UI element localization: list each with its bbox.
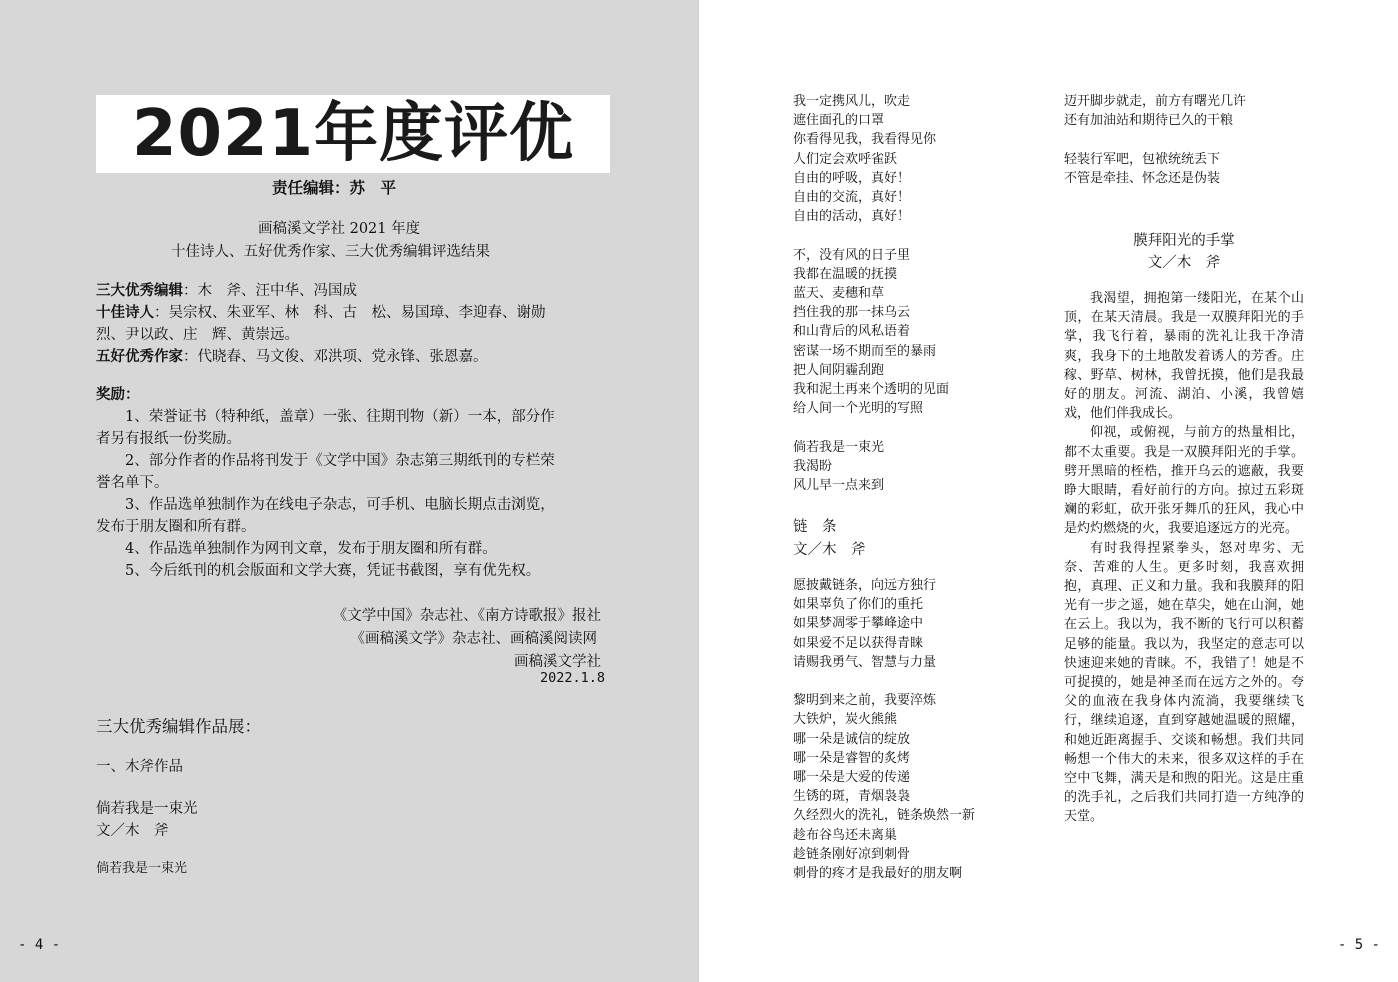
page-number-left: - 4 -	[18, 937, 61, 953]
poem-line: 请赐我勇气、智慧与力量	[793, 654, 937, 670]
stanza-gap	[1064, 130, 1246, 149]
poem-line: 还有加油站和期待已久的干粮	[1064, 113, 1234, 129]
poem-line: 不，没有风的日子里	[793, 247, 911, 263]
poem-line: 迈开脚步就走，前方有曙光几许	[1064, 94, 1247, 109]
poem-line: 挡住我的那一抹乌云	[793, 305, 911, 321]
poem-line: 不管是牵挂、怀念还是伪装	[1064, 170, 1221, 186]
prose-paragraph: 我渴望，拥抱第一缕阳光，在某个山顶，在某天清晨。我是一双膜拜阳光的手掌，我飞行着，暴雨的洗礼让我干净清爽，我身下的土地散发着诱人的芳香。庄稼、野草、树林，我曾抚摸，他们是我最好的朋友。河流、湖泊、小溪，我曾嬉戏，他们伴我成长。	[1064, 291, 1304, 422]
reward-line: 1、荣誉证书（特种纸，盖章）一张、往期刊物（新）一本，部分作	[125, 409, 555, 425]
reward-line: 誉名单下。	[96, 475, 169, 491]
reward-line: 3、作品选单独制作为在线电子杂志，可手机、电脑长期点击浏览，	[125, 497, 555, 513]
poem-line: 蓝天、麦穗和草	[793, 286, 885, 302]
poem-line: 我和泥土再来个透明的见面	[793, 382, 950, 398]
announcement-subtitle-1: 画稿溪文学社 2021 年度	[258, 221, 421, 237]
poem-line: 刺骨的疼才是我最好的朋友啊	[793, 866, 963, 882]
poem-line: 哪一朵是诚信的绽放	[793, 731, 911, 747]
showcase-title: 三大优秀编辑作品展：	[96, 717, 261, 736]
chain-author: 文／木 斧	[793, 542, 866, 558]
reward-line: 2、部分作者的作品将刊发于《文学中国》杂志第三期纸刊的专栏荣	[125, 453, 555, 469]
signature-2: 《画稿溪文学》杂志社、画稿溪阅读网	[350, 631, 597, 647]
right-page	[699, 0, 1398, 982]
section-heading: 一、木斧作品	[96, 759, 183, 775]
poem-line: 如果辜负了你们的重托	[793, 597, 924, 613]
poem-author: 文／木 斧	[96, 823, 169, 839]
reward-line: 发布于朋友圈和所有群。	[96, 519, 256, 535]
poem-line: 我一定携风儿，吹走	[793, 94, 911, 109]
page-number-right: - 5 -	[1337, 937, 1380, 953]
poem-line: 大铁炉，炭火熊熊	[793, 712, 898, 728]
chain-poem-continuation	[1064, 92, 1246, 188]
poem-line: 人们定会欢呼雀跃	[793, 151, 898, 167]
signature-3: 画稿溪文学社	[514, 654, 601, 670]
poem-line: 我渴盼	[793, 458, 833, 474]
reward-line: 5、今后纸刊的机会版面和文学大赛，凭证书截图，享有优先权。	[125, 563, 541, 579]
stanza-gap	[793, 418, 949, 437]
poem-line: 和山背后的风私语着	[793, 324, 911, 340]
prose-paragraph: 仰视，或俯视，与前方的热量相比，都不太重要。我是一双膜拜阳光的手掌。劈开黑暗的桎梏，推开乌云的遮蔽，我要睁大眼睛，看好前行的方向。掠过五彩斑斓的彩虹，砍开张牙舞爪的狂风，我心中是灼灼燃烧的火，我要追逐远方的光亮。	[1064, 425, 1304, 537]
editor-credit: 责任编辑：苏 平	[272, 178, 397, 197]
reward-list	[96, 406, 606, 582]
rewards-block	[96, 384, 606, 582]
poem-line: 黎明到来之前，我要淬炼	[793, 693, 937, 709]
date: 2022.1.8	[539, 670, 605, 686]
poem-line: 自由的活动，真好！	[793, 209, 911, 225]
poem-title: 倘若我是一束光	[96, 801, 198, 817]
award-winners	[96, 280, 606, 368]
page-title: 2021年度评优	[96, 95, 610, 173]
poets-line: 十佳诗人：吴宗权、朱亚军、林 科、古 松、易国璋、李迎春、谢勋	[96, 304, 546, 321]
poem-line: 如果爱不足以获得青睐	[793, 635, 924, 651]
poem-line: 密谋一场不期而至的暴雨	[793, 343, 937, 359]
palm-author: 文／木 斧	[1147, 255, 1221, 271]
poem-line: 生锈的斑，青烟袅袅	[793, 789, 911, 805]
poem-continuation	[793, 92, 949, 495]
editors-line: 三大优秀编辑：木 斧、汪中华、冯国成	[96, 282, 357, 299]
poem-line: 给人间一个光明的写照	[793, 401, 924, 417]
chain-poem	[793, 576, 975, 883]
poem-line: 倘若我是一束光	[793, 439, 885, 455]
reward-line: 者另有报纸一份奖励。	[96, 431, 241, 447]
poem-line: 遮住面孔的口罩	[793, 113, 885, 129]
poem-first-line: 倘若我是一束光	[96, 861, 188, 876]
reward-line: 4、作品选单独制作为网刊文章，发布于朋友圈和所有群。	[125, 541, 497, 557]
poem-line: 风儿早一点来到	[793, 478, 885, 494]
poem-line: 把人间阴霾刮跑	[793, 362, 885, 378]
reward-heading: 奖励：	[96, 386, 140, 403]
poem-line: 哪一朵是睿智的炙烤	[793, 750, 911, 766]
stanza-gap	[793, 672, 975, 691]
poem-line: 久经烈火的洗礼，链条焕然一新	[793, 808, 976, 824]
palm-title: 膜拜阳光的手掌	[1133, 233, 1235, 249]
chain-title: 链 条	[793, 519, 837, 535]
announcement-subtitle-2: 十佳诗人、五好优秀作家、三大优秀编辑评选结果	[171, 244, 490, 260]
poem-line: 自由的交流，真好！	[793, 190, 911, 206]
writers-line: 五好优秀作家：代晓春、马文俊、邓洪项、党永锋、张恩嘉。	[96, 348, 488, 365]
stanza-gap	[793, 226, 949, 245]
poem-line: 轻装行军吧，包袱统统丢下	[1064, 151, 1221, 167]
poem-line: 愿披戴链条，向远方独行	[793, 578, 937, 593]
palm-prose	[1064, 289, 1304, 827]
poem-line: 自由的呼吸，真好！	[793, 170, 911, 186]
poem-line: 趁链条刚好凉到刺骨	[793, 846, 911, 862]
poem-line: 趁布谷鸟还未离巢	[793, 827, 898, 843]
prose-paragraph: 有时我得捏紧拳头，怒对卑劣、无奈、苦难的人生。更多时刻，我喜欢拥抱，真理、正义和力量。我和我膜拜的阳光有一步之遥，她在草尖，她在山涧，她在云上。我以为，我不断的飞行可以积蓄足够的能量。我以为，我坚定的意志可以快速迎来她的青睐。不，我错了！她是不可捉摸的，她是神圣而在远方之外的。夸父的血液在我身体内流淌，我要继续飞行，继续追逐，直到穿越她温暖的照耀，和她近距离握手、交谈和畅想。我们共同畅想一个伟大的未来，很多双这样的手在空中飞舞，满天是和煦的阳光。这是庄重的洗手礼，之后我们共同打造一方纯净的天堂。	[1064, 540, 1304, 825]
poem-line: 哪一朵是大爱的传递	[793, 770, 911, 786]
signature-1: 《文学中国》杂志社、《南方诗歌报》报社	[332, 608, 601, 624]
poem-line: 我都在温暖的抚摸	[793, 266, 898, 282]
poem-line: 你看得见我，我看得见你	[793, 132, 937, 148]
poem-line: 如果梦凋零于攀峰途中	[793, 616, 924, 632]
poets-line-cont: 烈、尹以政、庄 辉、黄崇远。	[96, 327, 299, 343]
